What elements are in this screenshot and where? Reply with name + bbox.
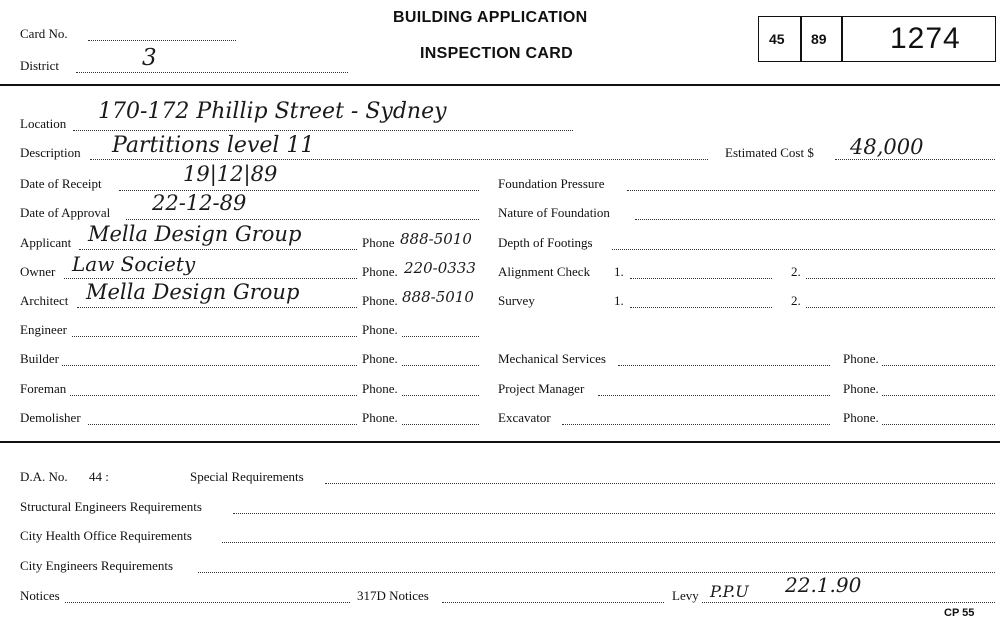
card-number: 1274 [890, 22, 961, 55]
architect-value: Mella Design Group [86, 280, 300, 304]
demolisher-phone-field[interactable] [402, 424, 479, 425]
engineer-phone-field[interactable] [402, 336, 479, 337]
nature-foundation-label: Nature of Foundation [498, 205, 610, 220]
card-no-field[interactable] [88, 40, 236, 41]
demolisher-label: Demolisher [20, 410, 81, 425]
architect-field[interactable] [77, 307, 357, 308]
structural-requirements-field[interactable] [233, 513, 995, 514]
project-manager-field[interactable] [598, 395, 830, 396]
estimated-cost-label: Estimated Cost $ [725, 145, 814, 160]
structural-requirements-label: Structural Engineers Requirements [20, 499, 202, 514]
architect-label: Architect [20, 293, 69, 308]
builder-phone-field[interactable] [402, 365, 479, 366]
nature-foundation-field[interactable] [635, 219, 995, 220]
survey-1-label: 1. [614, 293, 624, 308]
engineers-requirements-label: City Engineers Requirements [20, 558, 174, 573]
notices-317d-field[interactable] [442, 602, 664, 603]
applicant-phone-value: 888-5010 [400, 230, 472, 248]
depth-footings-field[interactable] [612, 249, 995, 250]
form-title-line1: BUILDING APPLICATION [393, 9, 588, 26]
applicant-value: Mella Design Group [88, 222, 302, 246]
engineers-requirements-field[interactable] [198, 572, 995, 573]
description-value: Partitions level 11 [112, 133, 315, 158]
box-divider-1 [800, 16, 802, 62]
survey-2-label: 2. [791, 293, 801, 308]
location-value: 170-172 Phillip Street - Sydney [98, 99, 447, 124]
demolisher-field[interactable] [88, 424, 357, 425]
district-label: District [20, 58, 59, 73]
mechanical-phone-label: Phone. [843, 351, 879, 366]
date-receipt-value: 19|12|89 [183, 162, 278, 186]
applicant-field[interactable] [79, 249, 357, 250]
foundation-pressure-label: Foundation Pressure [498, 176, 605, 191]
project-manager-label: Project Manager [498, 381, 585, 396]
survey-2-field[interactable] [806, 307, 995, 308]
district-value: 3 [142, 45, 157, 71]
alignment-check-label: Alignment Check [498, 264, 591, 279]
excavator-field[interactable] [562, 424, 830, 425]
header-divider [0, 84, 1000, 86]
excavator-phone-label: Phone. [843, 410, 879, 425]
engineer-field[interactable] [72, 336, 357, 337]
foreman-phone-label: Phone. [362, 381, 398, 396]
architect-phone-label: Phone. [362, 293, 398, 308]
alignment-check-1-label: 1. [614, 264, 624, 279]
form-code: CP 55 [944, 607, 975, 619]
foreman-label: Foreman [20, 381, 67, 396]
owner-field[interactable] [64, 278, 357, 279]
date-approval-label: Date of Approval [20, 205, 111, 220]
notices-317d-label: 317D Notices [357, 588, 429, 603]
demolisher-phone-label: Phone. [362, 410, 398, 425]
levy-date: 22.1.90 [785, 573, 862, 597]
builder-field[interactable] [62, 365, 357, 366]
owner-value: Law Society [72, 252, 196, 276]
box-divider-2 [841, 16, 843, 62]
estimated-cost-value: 48,000 [850, 135, 924, 159]
date-approval-value: 22-12-89 [152, 191, 247, 215]
excavator-phone-field[interactable] [882, 424, 995, 425]
excavator-label: Excavator [498, 410, 551, 425]
levy-value: P.P.U [710, 582, 749, 601]
notices-field[interactable] [65, 602, 350, 603]
mechanical-services-label: Mechanical Services [498, 351, 606, 366]
da-no-label: D.A. No. [20, 469, 68, 484]
survey-label: Survey [498, 293, 535, 308]
notices-label: Notices [20, 588, 60, 603]
foreman-field[interactable] [70, 395, 357, 396]
box-code-a: 45 [769, 31, 785, 47]
builder-label: Builder [20, 351, 59, 366]
details-divider [0, 441, 1000, 443]
depth-footings-label: Depth of Footings [498, 235, 593, 250]
health-requirements-field[interactable] [222, 542, 995, 543]
location-field[interactable] [73, 130, 573, 131]
project-manager-phone-field[interactable] [882, 395, 995, 396]
mechanical-phone-field[interactable] [882, 365, 995, 366]
mechanical-services-field[interactable] [618, 365, 830, 366]
foundation-pressure-field[interactable] [627, 190, 995, 191]
applicant-label: Applicant [20, 235, 72, 250]
survey-1-field[interactable] [630, 307, 772, 308]
special-requirements-field[interactable] [325, 483, 995, 484]
owner-phone-label: Phone. [362, 264, 398, 279]
engineer-phone-label: Phone. [362, 322, 398, 337]
da-no-value: 44 : [89, 469, 109, 484]
alignment-check-1-field[interactable] [630, 278, 772, 279]
alignment-check-2-label: 2. [791, 264, 801, 279]
project-manager-phone-label: Phone. [843, 381, 879, 396]
builder-phone-label: Phone. [362, 351, 398, 366]
alignment-check-2-field[interactable] [806, 278, 995, 279]
estimated-cost-field[interactable] [835, 159, 995, 160]
owner-label: Owner [20, 264, 56, 279]
box-code-b: 89 [811, 31, 827, 47]
form-title-line2: INSPECTION CARD [420, 45, 573, 62]
description-label: Description [20, 145, 81, 160]
location-label: Location [20, 116, 67, 131]
date-approval-field[interactable] [126, 219, 479, 220]
special-requirements-label: Special Requirements [190, 469, 304, 484]
foreman-phone-field[interactable] [402, 395, 479, 396]
architect-phone-value: 888-5010 [402, 288, 474, 306]
card-no-label: Card No. [20, 26, 68, 41]
health-requirements-label: City Health Office Requirements [20, 528, 192, 543]
engineer-label: Engineer [20, 322, 67, 337]
levy-label: Levy [672, 588, 699, 603]
owner-phone-value: 220-0333 [404, 259, 476, 277]
date-receipt-label: Date of Receipt [20, 176, 102, 191]
description-field[interactable] [90, 159, 708, 160]
district-field[interactable] [76, 72, 348, 73]
applicant-phone-label: Phone [362, 235, 395, 250]
